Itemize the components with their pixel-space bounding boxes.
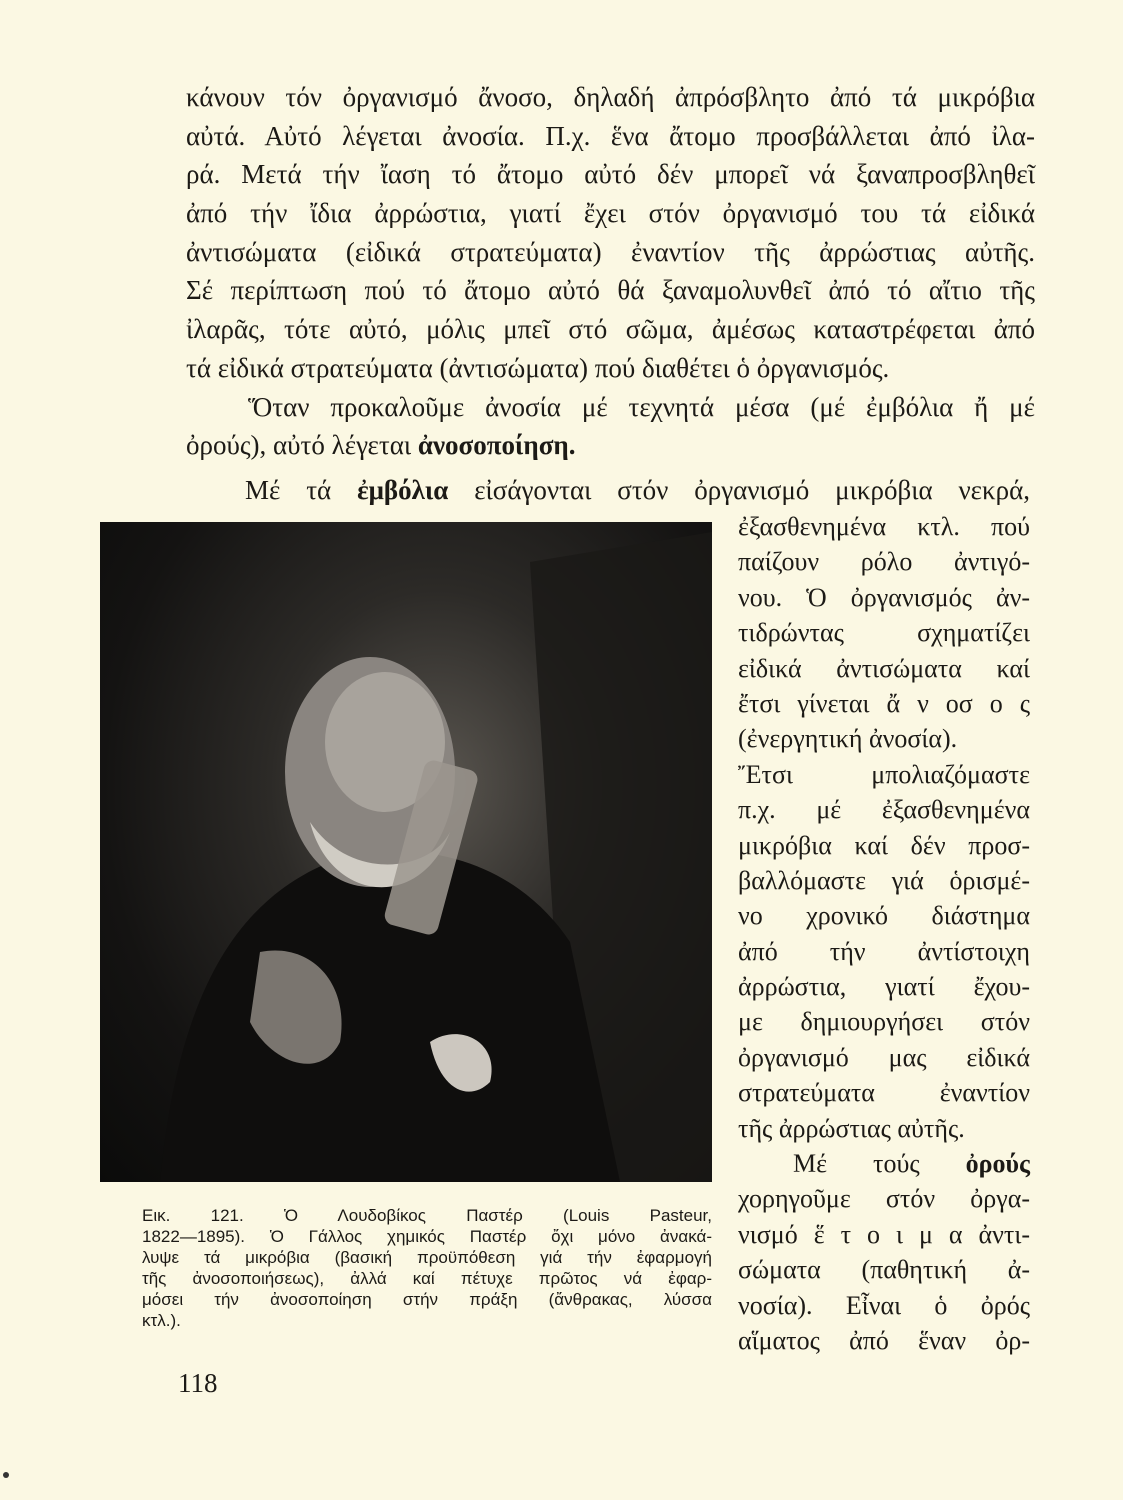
text-line: εἰδικά ἀντισώματα καί bbox=[738, 653, 1030, 683]
text-line: νο χρονικό διάστημα bbox=[738, 901, 1030, 931]
text-line: ἀπό τήν ἀντίστοιχη bbox=[738, 936, 1030, 966]
text-line: χορηγοῦμε στόν ὀργα- bbox=[738, 1184, 1030, 1214]
caption-line: λυψε τά μικρόβια (βασική προϋπόθεση γιά τήν ἐφαρμογή bbox=[142, 1248, 712, 1267]
text-line: στρατεύματα ἐναντίον bbox=[738, 1078, 1030, 1108]
term-serums: ὀρούς bbox=[965, 1149, 1031, 1179]
text-fragment: Μέ τούς bbox=[793, 1149, 920, 1179]
scan-mark bbox=[3, 1472, 9, 1478]
text-line: ρά. Μετά τήν ἴαση τό ἄτομο αὐτό δέν μπορεῖ νά ξαναπροσβληθεῖ bbox=[186, 159, 1035, 190]
term-vaccines: ἐμβόλια bbox=[357, 475, 449, 505]
text-line: παίζουν ρόλο ἀντιγό- bbox=[738, 547, 1030, 577]
text-fragment: εἰσάγονται στόν ὀργανισμό μικρόβια νεκρά, bbox=[474, 475, 1030, 505]
text-line: τά εἰδικά στρατεύματα (ἀντισώματα) πού διαθέτει ὁ ὀργανισμός. bbox=[186, 352, 890, 383]
page-number: 118 bbox=[178, 1368, 218, 1398]
text-fragment: ὀρούς), αὐτό λέγεται bbox=[186, 430, 412, 461]
term-immunization: ἀνοσοποίηση. bbox=[417, 430, 576, 461]
caption-line: Εικ. 121. Ὁ Λουδοβίκος Παστέρ (Louis Pasteur, bbox=[142, 1206, 712, 1225]
text-line: ἀρρώστια, γιατί ἔχου- bbox=[738, 972, 1030, 1002]
text-line: αὐτά. Αὐτό λέγεται ἀνοσία. Π.χ. ἕνα ἄτομο προσβάλλεται ἀπό ἰλα- bbox=[186, 120, 1035, 151]
text-line: ἀντισώματα (εἰδικά στρατεύματα) ἐναντίον τῆς ἀρρώστιας αὐτῆς. bbox=[186, 236, 1035, 267]
text-line: βαλλόμαστε γιά ὁρισμέ- bbox=[738, 865, 1030, 895]
text-line: με δημιουργήσει στόν bbox=[738, 1007, 1030, 1037]
text-line: νοσία). Εἶναι ὁ ὀρός bbox=[738, 1290, 1030, 1320]
text-line: ἐξασθενημένα κτλ. πού bbox=[738, 512, 1030, 541]
text-line: ὀργανισμό μας εἰδικά bbox=[738, 1042, 1030, 1072]
text-line: Ἔτσι μπολιαζόμαστε bbox=[738, 759, 1030, 789]
pasteur-portrait-photo bbox=[100, 522, 712, 1182]
caption-line: τῆς ἀνοσοποιήσεως), ἀλλά καί πέτυχε πρῶτος νά ἐφαρ- bbox=[142, 1269, 712, 1288]
text-line: π.χ. μέ ἐξασθενημένα bbox=[738, 795, 1030, 825]
text-line: αἵματος ἀπό ἕναν ὀρ- bbox=[738, 1325, 1030, 1355]
text-line: ἀπό τήν ἴδια ἀρρώστια, γιατί ἔχει στόν ὀργανισμό του τά εἰδικά bbox=[186, 198, 1035, 229]
caption-line: μόσει τήν ἀνοσοποίηση στήν πράξη (ἄνθρακας, λύσσα bbox=[142, 1290, 712, 1309]
text-line: νου. Ὁ ὀργανισμός ἀν- bbox=[738, 582, 1030, 612]
caption-line: 1822—1895). Ὁ Γάλλος χημικός Παστέρ ὄχι μόνο ἀνακά- bbox=[142, 1227, 712, 1246]
main-paragraph bbox=[186, 78, 1035, 465]
text-line bbox=[245, 471, 1030, 509]
text-line: μικρόβια καί δέν προσ- bbox=[738, 830, 1030, 860]
text-line: κάνουν τόν ὀργανισμό ἄνοσο, δηλαδή ἀπρόσβλητο ἀπό τά μικρόβια bbox=[186, 82, 1035, 112]
text-line: νισμό ἕ τ ο ι μ α ἀντι- bbox=[738, 1219, 1030, 1249]
text-line: ἰλαρᾶς, τότε αὐτό, μόλις μπεῖ στό σῶμα, ἀμέσως καταστρέφεται ἀπό bbox=[186, 314, 1035, 345]
figure-caption bbox=[142, 1205, 712, 1331]
text-line: ἔτσι γίνεται ἄ ν οσ ο ς bbox=[738, 688, 1030, 718]
text-line bbox=[186, 426, 1035, 465]
caption-line: κτλ.). bbox=[142, 1311, 181, 1330]
vaccine-paragraph-start bbox=[245, 471, 1030, 509]
text-line: Ὅταν προκαλοῦμε ἀνοσία μέ τεχνητά μέσα (μέ ἐμβόλια ἤ μέ bbox=[248, 391, 1035, 422]
text-line bbox=[738, 1146, 1030, 1181]
portrait-illustration bbox=[100, 522, 712, 1182]
text-line: τιδρώντας σχηματίζει bbox=[738, 618, 1030, 648]
text-line: σώματα (παθητική ἀ- bbox=[738, 1255, 1030, 1285]
right-column-text bbox=[738, 509, 1030, 1358]
text-line: (ἐνεργητική ἀνοσία). bbox=[738, 724, 958, 754]
text-line: τῆς ἀρρώστιας αὐτῆς. bbox=[738, 1113, 965, 1143]
text-line: Σέ περίπτωση πού τό ἄτομο αὐτό θά ξαναμολυνθεῖ ἀπό τό αἴτιο τῆς bbox=[186, 275, 1035, 306]
text-fragment: Μέ τά bbox=[245, 475, 332, 505]
